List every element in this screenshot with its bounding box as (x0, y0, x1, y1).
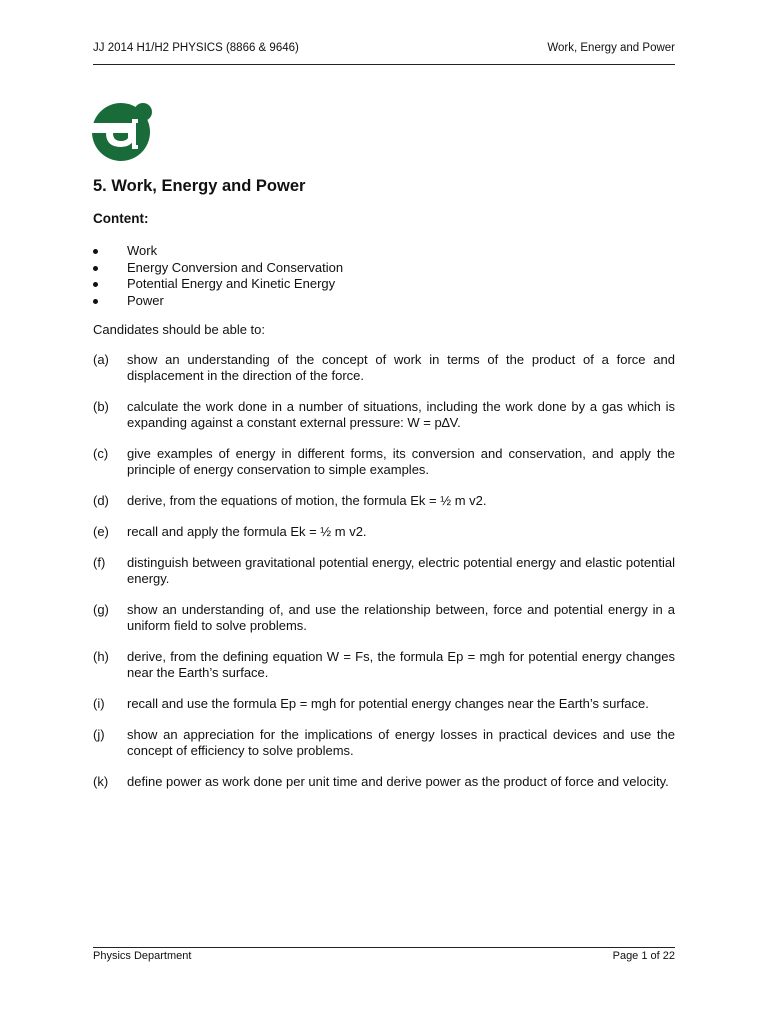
objective-label: (g) (93, 602, 109, 617)
school-crest-icon (92, 101, 152, 161)
list-item: Work (93, 243, 343, 260)
header-course: JJ 2014 H1/H2 PHYSICS (8866 & 9646) (93, 42, 299, 54)
page-header (93, 42, 675, 65)
objective-text: distinguish between gravitational potential energy, electric potential energy and elastic potential energy. (127, 555, 675, 586)
list-item: Power (93, 293, 343, 310)
objective-item (93, 602, 675, 634)
page-footer (93, 947, 675, 962)
content-list (93, 243, 343, 310)
intro-text: Candidates should be able to: (93, 322, 266, 337)
objective-item (93, 446, 675, 478)
list-item: Potential Energy and Kinetic Energy (93, 276, 343, 293)
header-topic: Work, Energy and Power (547, 42, 675, 54)
objective-text: derive, from the defining equation W = Fs, the formula Ep = mgh for potential energy changes near the Earth’s surface. (127, 649, 675, 680)
objective-text: recall and apply the formula Ek = ½ m v2. (127, 524, 367, 539)
objectives-list (93, 352, 675, 805)
objective-item (93, 493, 675, 509)
objective-item (93, 774, 675, 790)
objective-label: (f) (93, 555, 106, 570)
bullet-icon (93, 299, 98, 304)
objective-label: (b) (93, 399, 109, 414)
page-number: Page 1 of 22 (612, 950, 675, 962)
objective-label: (h) (93, 649, 109, 664)
objective-label: (i) (93, 696, 105, 711)
objective-text: show an understanding of, and use the relationship between, force and potential energy in a uniform field to solve problems. (127, 602, 675, 633)
objective-item (93, 555, 675, 587)
content-heading: Content: (93, 211, 149, 226)
objective-label: (a) (93, 352, 109, 367)
objective-item (93, 649, 675, 681)
objective-text: give examples of energy in different forms, its conversion and conservation, and apply the principle of energy conservation to simple examples. (127, 446, 675, 477)
bullet-icon (93, 249, 98, 254)
objective-label: (d) (93, 493, 109, 508)
objective-text: calculate the work done in a number of situations, including the work done by a gas which is expanding against a constant external pressure: W = p∆V. (127, 399, 675, 430)
objective-label: (j) (93, 727, 105, 742)
objective-text: show an understanding of the concept of work in terms of the product of a force and displacement in the direction of the force. (127, 352, 675, 383)
footer-department: Physics Department (93, 950, 192, 962)
objective-label: (c) (93, 446, 109, 461)
objective-item (93, 399, 675, 431)
objective-label: (k) (93, 774, 109, 789)
objective-text: define power as work done per unit time and derive power as the product of force and velocity. (127, 774, 669, 789)
objective-item (93, 727, 675, 759)
page-title: 5. Work, Energy and Power (93, 177, 306, 195)
objective-item (93, 524, 675, 540)
bullet-icon (93, 282, 98, 287)
objective-item (93, 696, 675, 712)
list-item: Energy Conversion and Conservation (93, 260, 343, 277)
objective-item (93, 352, 675, 384)
objective-text: recall and use the formula Ep = mgh for potential energy changes near the Earth’s surface. (127, 696, 649, 711)
objective-text: derive, from the equations of motion, the formula Ek = ½ m v2. (127, 493, 487, 508)
bullet-icon (93, 266, 98, 271)
objective-label: (e) (93, 524, 109, 539)
objective-text: show an appreciation for the implications of energy losses in practical devices and use the concept of efficiency to solve problems. (127, 727, 675, 758)
